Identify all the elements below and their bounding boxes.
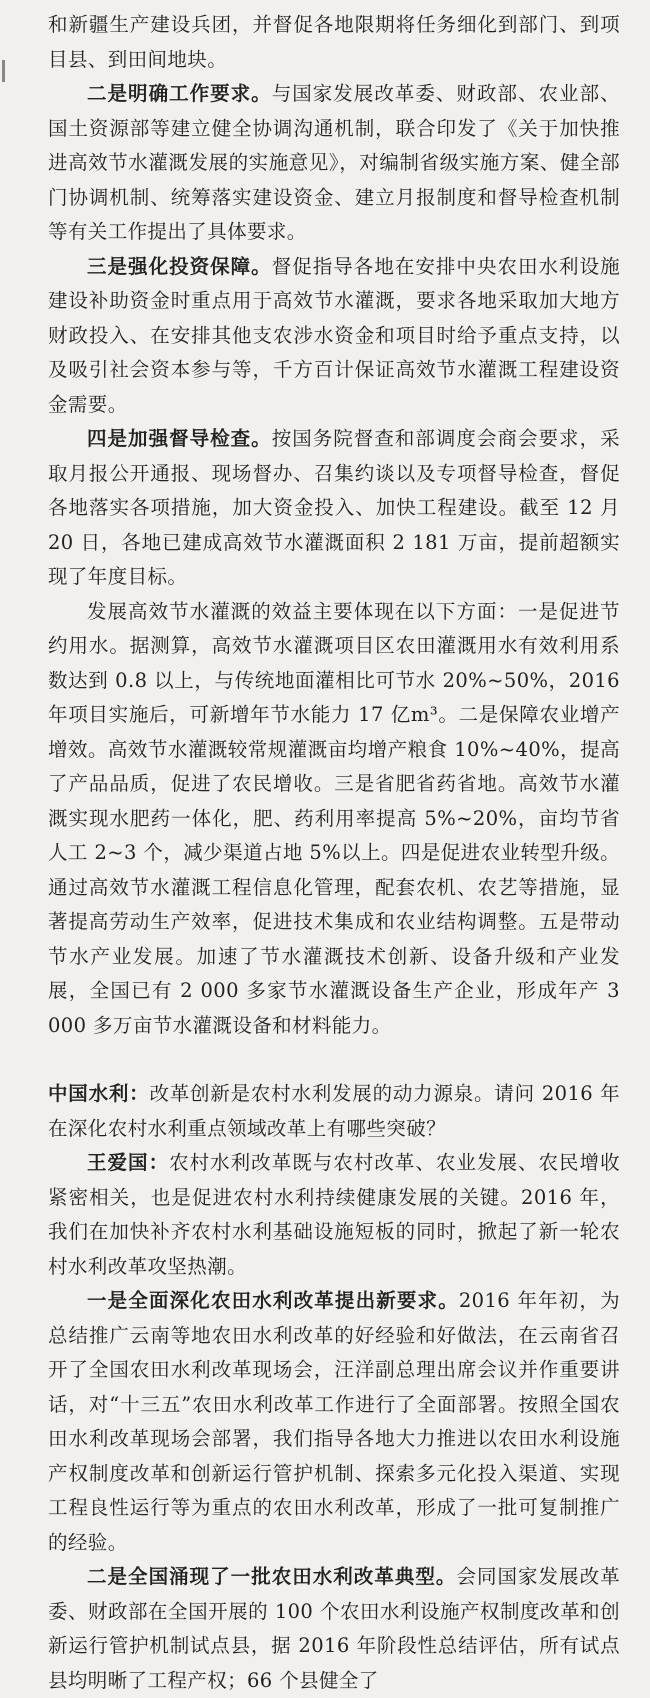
paragraph-reform-requirements (48, 1284, 620, 1560)
answer-speaker: 王爱国： (87, 1151, 170, 1174)
paragraph-text: 和新疆生产建设兵团，并督促各地限期将任务细化到部门、到项目县、到田间地块。 (48, 13, 620, 71)
paragraph-lead: 四是加强督导检查。 (87, 427, 272, 450)
paragraph-text: 会同国家发展改革委、财政部在全国开展的 100 个农田水利设施产权制度改革和创新运行管护机制试点县，据 2016 年阶段性总结评估，所有试点县均明晰了工程产权；66 个县健全了 (48, 1565, 621, 1692)
paragraph-text: 2016 年年初，为总结推广云南等地农田水利改革的好经验和好做法，在云南省召开了全国农田水利改革现场会，汪洋副总理出席会议并作重要讲话，对“十三五”农田水利改革工作进行了全面部署。按照全国农田水利改革现场会部署，我们指导各地大力推进以农田水利设施产权制度改革和创新运行管护机制、探索多元化投入渠道、实现工程良性运行等为重点的农田水利改革，形成了一批可复制推广的经验。 (48, 1289, 620, 1554)
interview-question (48, 1077, 620, 1146)
paragraph-lead: 二是全国涌现了一批农田水利改革典型。 (87, 1565, 457, 1588)
paragraph-investment (48, 250, 620, 423)
page-edge-mark (2, 60, 5, 82)
paragraph-text: 按国务院督查和部调度会商会要求，采取月报公开通报、现场督办、召集约谈以及专项督导检查，督促各地落实各项措施，加大资金投入、加快工程建设。截至 12 月 20 日，各地已建成高效节水灌溉面积 2 181 万亩，提前超额实现了年度目标。 (48, 427, 620, 588)
paragraph-work-requirements (48, 77, 620, 250)
question-speaker: 中国水利： (48, 1082, 150, 1105)
paragraph-text: 与国家发展改革委、财政部、农业部、国土资源部等建立健全协调沟通机制，联合印发了《关于加快推进高效节水灌溉发展的实施意见》，对编制省级实施方案、健全部门协调机制、统筹落实建设资金、建立月报制度和督导检查机制等有关工作提出了具体要求。 (48, 82, 620, 243)
paragraph-lead: 三是强化投资保障。 (87, 254, 272, 278)
paragraph-lead: 一是全面深化农田水利改革提出新要求。 (87, 1289, 459, 1312)
question-text: 改革创新是农村水利发展的动力源泉。请问 2016 年在深化农村水利重点领域改革上有哪些突破？ (48, 1082, 620, 1140)
paragraph-text: 督促指导各地在安排中央农田水利设施建设补助资金时重点用于高效节水灌溉，要求各地采取加大地方财政投入、在安排其他支农涉水资金和项目时给予重点支持，以及吸引社会资本参与等，千方百计保证高效节水灌溉工程建设资金需要。 (48, 254, 620, 416)
paragraph-text: 发展高效节水灌溉的效益主要体现在以下方面：一是促进节约用水。据测算，高效节水灌溉项目区农田灌溉用水有效利用系数达到 0.8 以上，与传统地面灌相比可节水 20%~50%，2016 年项目实施后，可新增年节水能力 17 亿m³。二是保障农业增产增效。高效节水灌溉较常规灌溉亩均增产粮食 10%~40%，提高了产品品质，促进了农民增收。三是省肥省药省地。高效节水灌溉实现水肥药一体化，肥、药利用率提高 5%~20%，亩均节省人工 2~3 个，减少渠道占地 5%以上。四是促进农业转型升级。通过高效节水灌溉工程信息化管理，配套农机、农艺等措施，显著提高劳动生产效率，促进技术集成和农业结构调整。五是带动节水产业发展。加速了节水灌溉技术创新、设备升级和产业发展，全国已有 2 000 多家节水灌溉设备生产企业，形成年产 3 000 多万亩节水灌溉设备和材料能力。 (48, 599, 620, 1037)
paragraph-benefits (48, 595, 620, 1044)
paragraph-reform-models (48, 1560, 620, 1698)
paragraph-inspection (48, 422, 620, 595)
paragraph-lead: 二是明确工作要求。 (87, 82, 272, 105)
paragraph-continuation (48, 8, 620, 77)
answer-text: 农村水利改革既与农村改革、农业发展、农民增收紧密相关，也是促进农村水利持续健康发展的关键。2016 年，我们在加快补齐农村水利基础设施短板的同时，掀起了新一轮农村水利改革攻坚热潮。 (48, 1151, 620, 1278)
interview-answer (48, 1146, 620, 1284)
